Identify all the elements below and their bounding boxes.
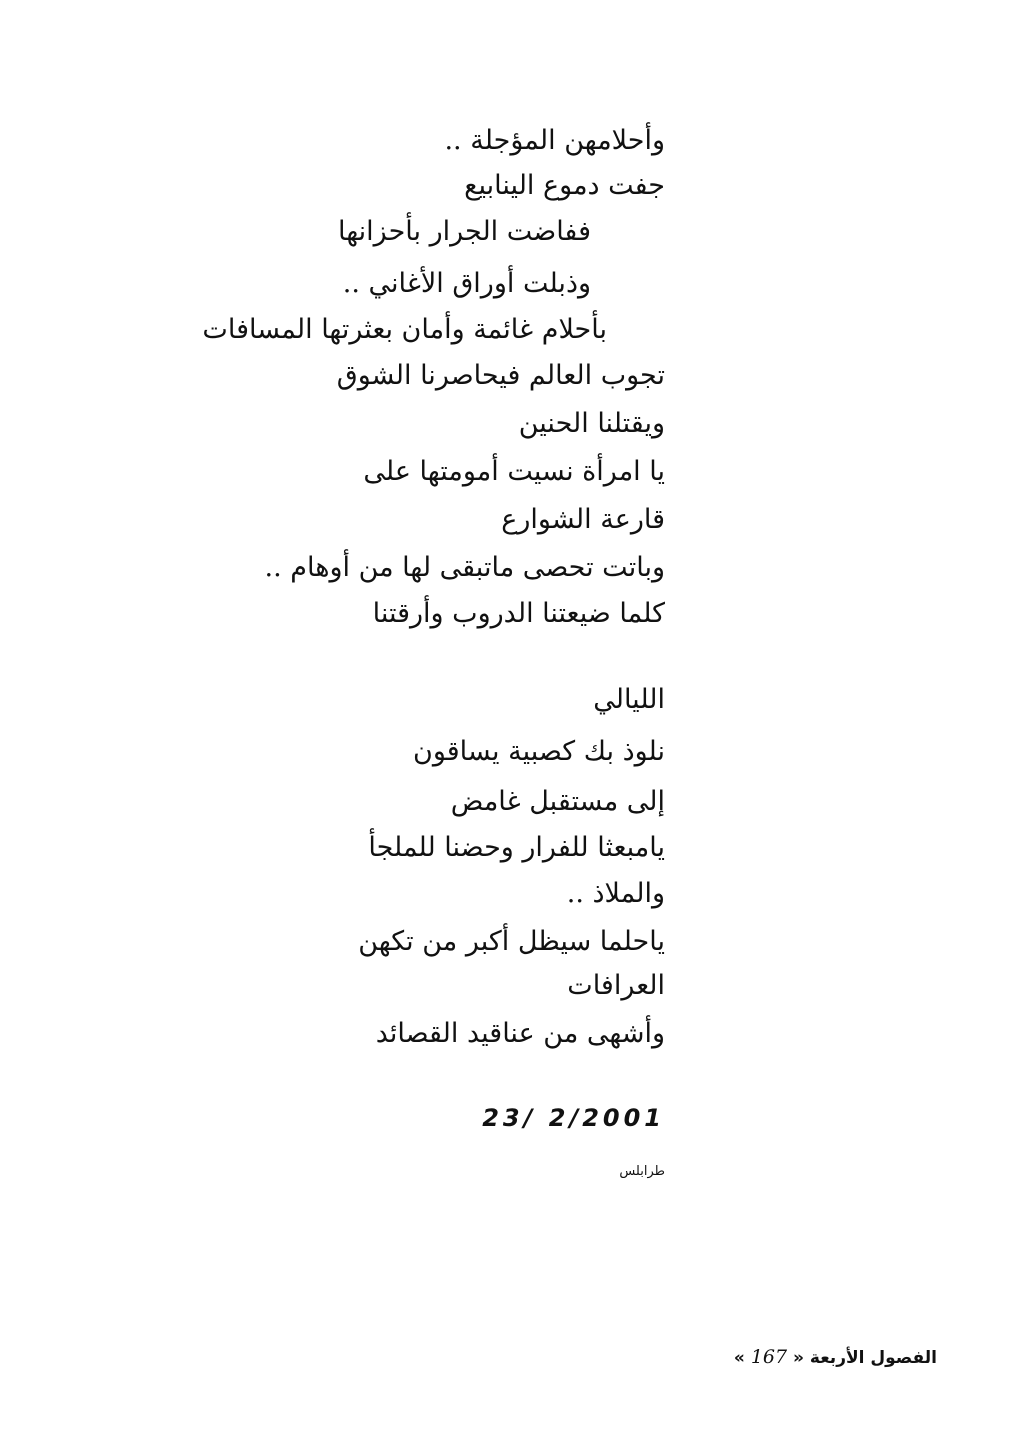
poem-line: وأشهى من عناقيد القصائد	[375, 1018, 665, 1049]
poem-line: بأحلام غائمة وأمان بعثرتها المسافات	[202, 314, 607, 345]
poem-line: وباتت تحصى ماتبقى لها من أوهام ..	[264, 552, 665, 583]
poem-line: وأحلامهن المؤجلة ..	[444, 125, 665, 156]
poem-line: نلوذ بك كصبية يساقون	[413, 736, 665, 767]
poem-line: وذبلت أوراق الأغاني ..	[342, 268, 591, 299]
journal-name: الفصول الأربعة	[809, 1348, 937, 1368]
poem-line: ويقتلنا الحنين	[518, 408, 665, 439]
poem-line: تجوب العالم فيحاصرنا الشوق	[336, 360, 665, 391]
page-footer	[734, 1346, 937, 1368]
poem-date: 23/ 2/2001	[482, 1104, 665, 1132]
footer-open-quote: «	[793, 1348, 804, 1368]
poem-line: ففاضت الجرار بأحزانها	[337, 216, 591, 247]
poem-line: العرافات	[567, 970, 665, 1001]
poem-line: يامبعثا للفرار وحضنا للملجأ	[368, 832, 665, 863]
poem-place: طرابلس	[619, 1164, 665, 1179]
poem-line: يا امرأة نسيت أمومتها على	[363, 456, 665, 487]
page-number: 167	[750, 1346, 788, 1368]
poem-line: والملاذ ..	[566, 878, 665, 909]
poem-line: ياحلما سيظل أكبر من تكهن	[358, 926, 665, 957]
poem-line: إلى مستقبل غامض	[450, 786, 665, 817]
poem-line: كلما ضيعتنا الدروب وأرقتنا	[372, 598, 665, 629]
poem-line: الليالي	[593, 684, 665, 715]
poem-line: جفت دموع الينابيع	[464, 170, 665, 201]
poem-line: قارعة الشوارع	[501, 504, 665, 535]
footer-close-quote: »	[733, 1348, 745, 1368]
